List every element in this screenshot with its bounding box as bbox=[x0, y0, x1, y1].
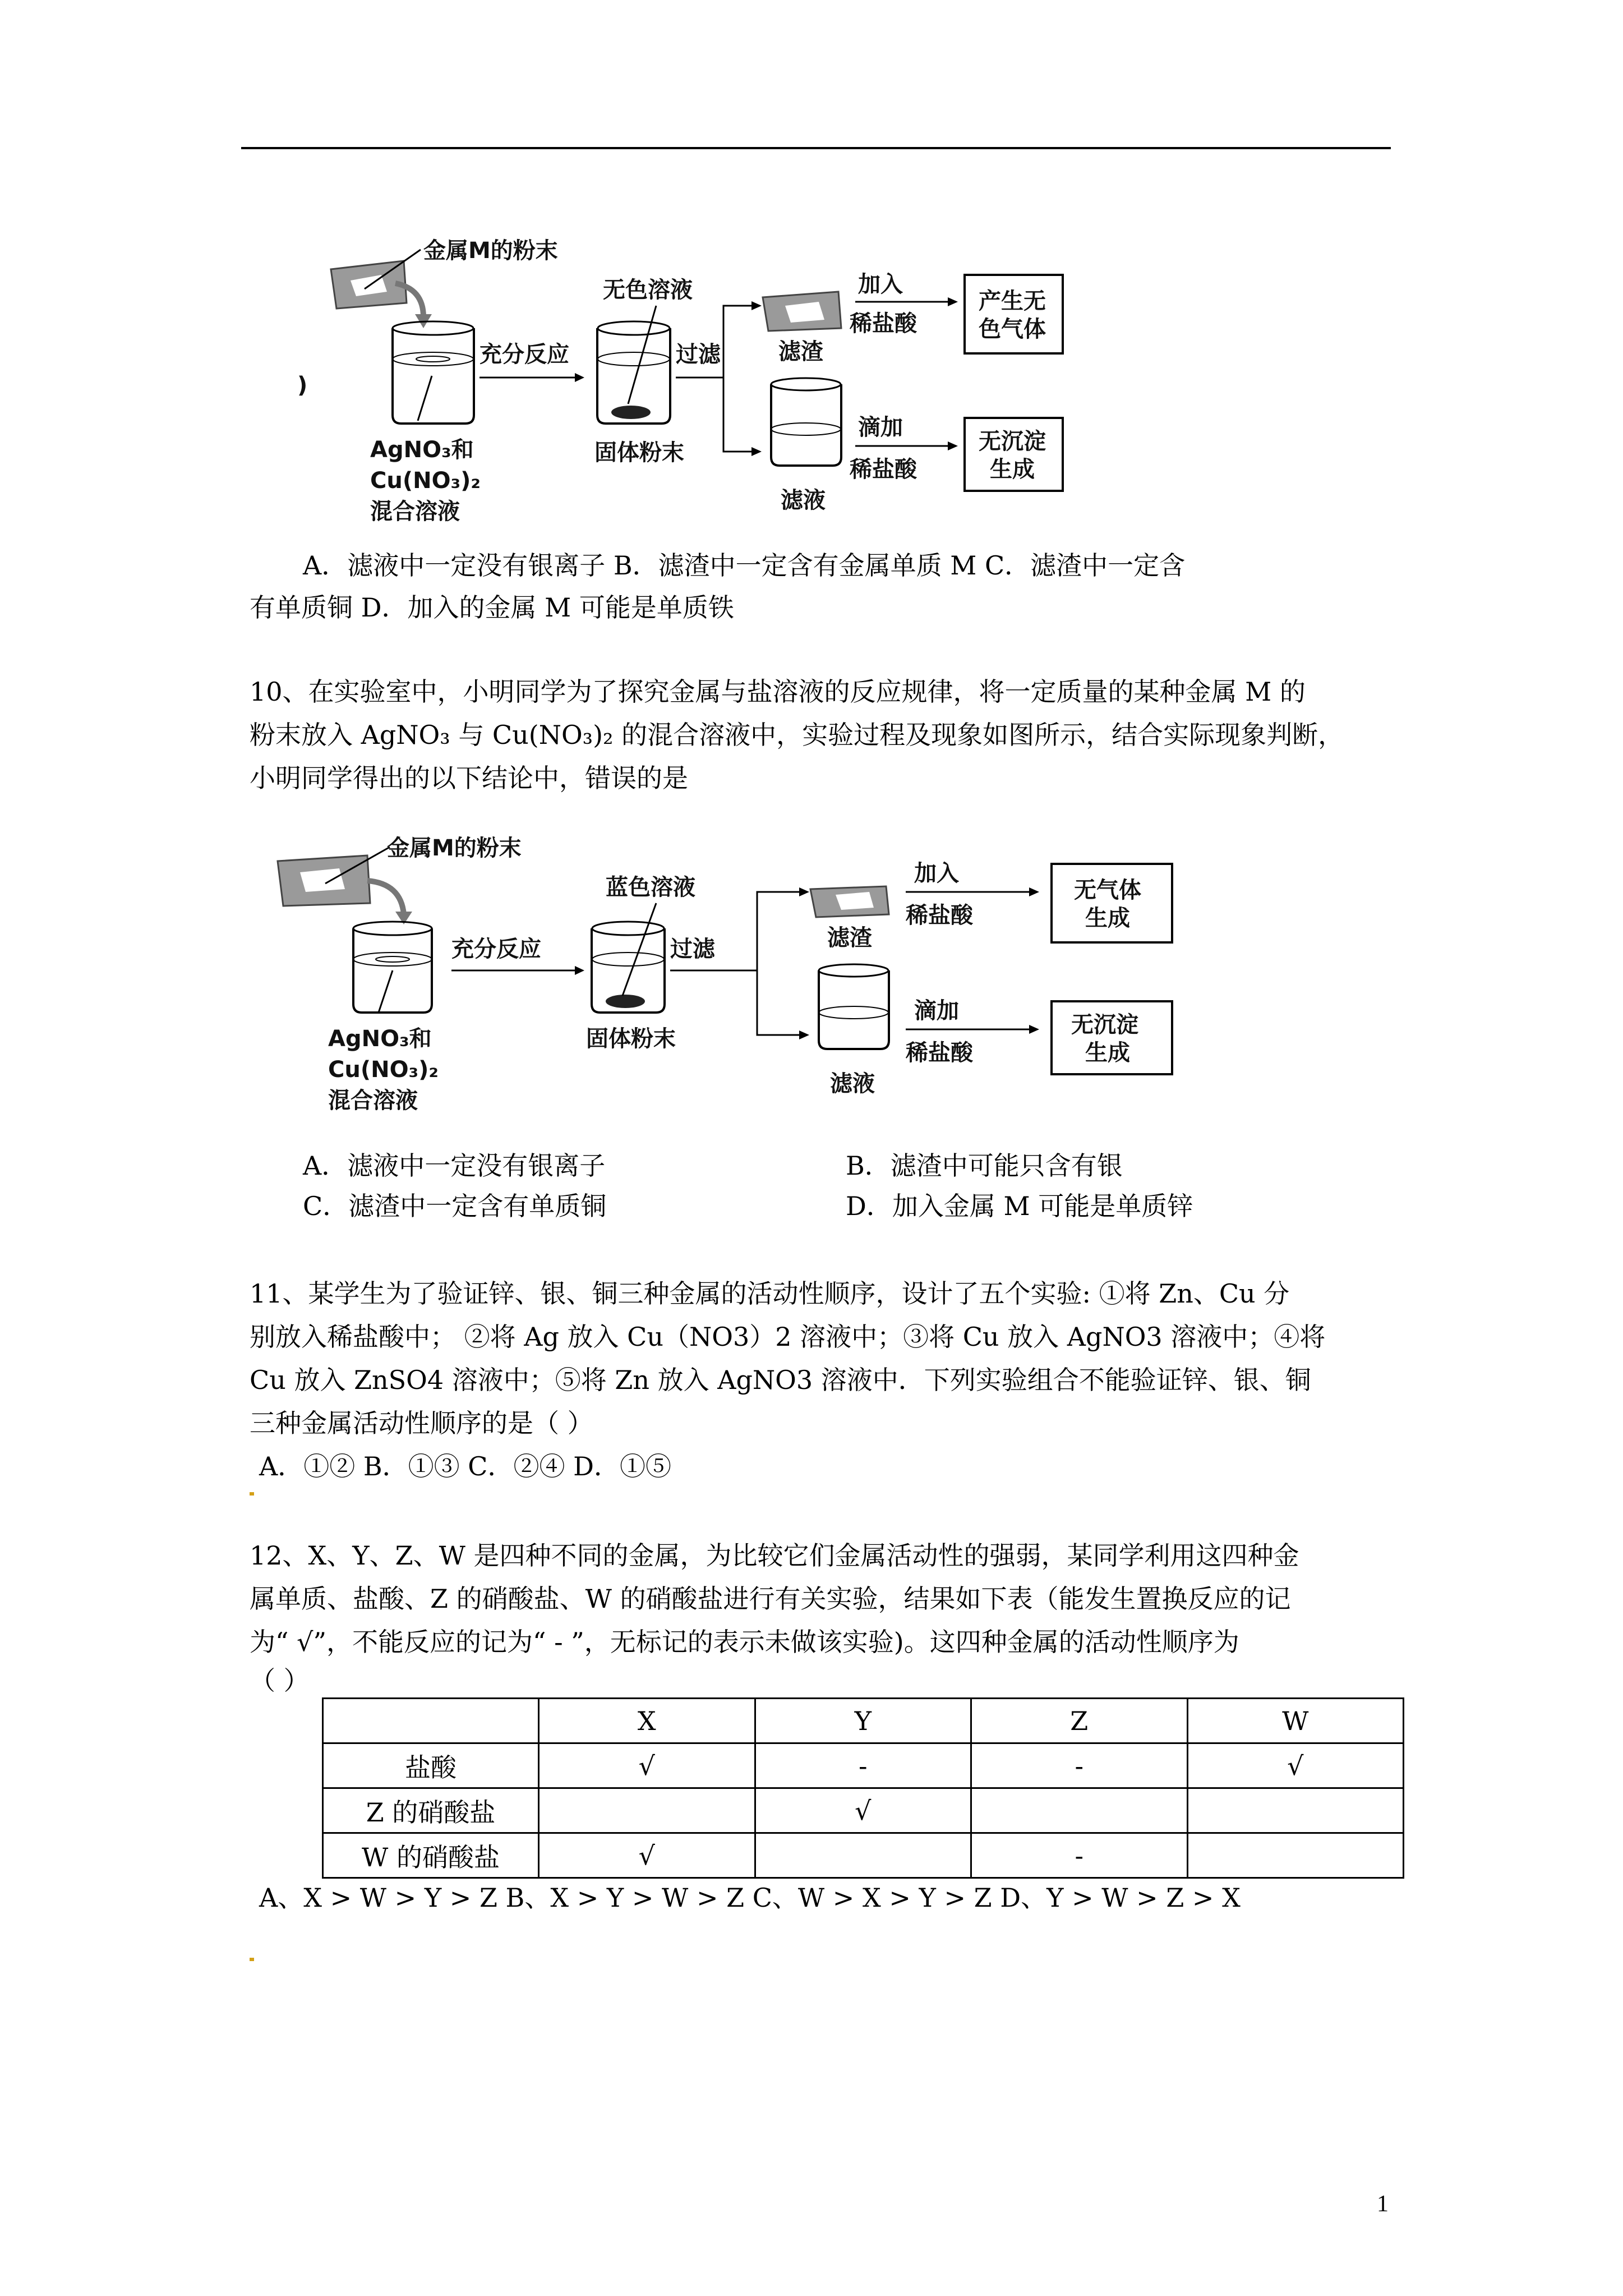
page-number: 1 bbox=[1377, 2191, 1389, 2217]
q9-solution-pointer bbox=[628, 306, 656, 404]
q10-react-arrowhead bbox=[575, 966, 584, 975]
q10-pour-arrow bbox=[367, 881, 404, 914]
q9-add-label-bottom: 稀盐酸 bbox=[850, 311, 917, 337]
q10-solid-label: 固体粉末 bbox=[586, 1026, 676, 1052]
q9-result-bottom-2: 生成 bbox=[990, 457, 1035, 482]
q9-drip-arrowhead bbox=[948, 441, 958, 450]
q10-result-top-1: 无气体 bbox=[1074, 877, 1141, 903]
q9-mix-label-2: Cu(NO₃)₂ bbox=[370, 468, 481, 494]
q11-stem-line-1: 11、某学生为了验证锌、银、铜三种金属的活动性顺序，设计了五个实验: ①将 Zn、Cu 分 bbox=[250, 1278, 1290, 1309]
q12-table bbox=[322, 1697, 1404, 1879]
q10-branch-top-arrowhead bbox=[799, 887, 809, 896]
table-header-z: Z bbox=[971, 1699, 1188, 1743]
q10-residue-label: 滤渣 bbox=[827, 925, 872, 951]
q10-diagram-svg bbox=[275, 836, 1195, 1122]
table-cell bbox=[1187, 1833, 1404, 1878]
q9-react-arrowhead bbox=[575, 373, 584, 382]
table-cell: √ bbox=[539, 1743, 755, 1788]
q10-mix-label-3: 混合溶液 bbox=[328, 1088, 418, 1114]
q9-diagram-svg bbox=[297, 236, 1122, 539]
q10-add-label-bottom: 稀盐酸 bbox=[906, 903, 973, 928]
table-row-label: W 的硝酸盐 bbox=[323, 1833, 539, 1878]
q12-results-table bbox=[322, 1697, 1404, 1871]
q10-result-top-2: 生成 bbox=[1085, 905, 1130, 931]
table-cell: √ bbox=[1187, 1743, 1404, 1788]
q10-option-a: A．滤液中一定没有银离子 bbox=[303, 1151, 606, 1181]
table-row-label: 盐酸 bbox=[323, 1743, 539, 1788]
table-cell bbox=[1187, 1788, 1404, 1833]
q10-solution-label: 蓝色溶液 bbox=[606, 875, 695, 900]
q12-options: A、X > W > Y > Z B、X > Y > W > Z C、W > X > Y > Z D、Y > W > Z > X bbox=[259, 1883, 1241, 1913]
q9-filtrate-beaker-icon bbox=[771, 378, 841, 466]
q10-powder-label: 金属M的粉末 bbox=[387, 836, 522, 861]
q9-left-mark: ) bbox=[297, 372, 308, 398]
q10-result-bottom-2: 生成 bbox=[1085, 1040, 1130, 1066]
q9-mix-label-1: AgNO₃和 bbox=[370, 437, 474, 463]
q11-options: A．①② B．①③ C．②④ D．①⑤ bbox=[259, 1451, 671, 1481]
q9-mix-label-3: 混合溶液 bbox=[370, 499, 460, 524]
q9-middle-beaker-icon bbox=[597, 321, 670, 424]
q9-filter-label: 过滤 bbox=[676, 342, 721, 367]
q10-left-beaker-icon bbox=[353, 922, 432, 1013]
q12-stem-line-3: 为“ √”，不能反应的记为“ - ”，无标记的表示未做该实验)。这四种金属的活动性顺序为 bbox=[250, 1627, 1239, 1657]
q9-drip-label-bottom: 稀盐酸 bbox=[850, 457, 917, 482]
q10-add-label-top: 加入 bbox=[914, 861, 959, 886]
q10-react-label: 充分反应 bbox=[451, 936, 541, 962]
q9-powder-label: 金属M的粉末 bbox=[423, 238, 558, 264]
table-cell: √ bbox=[755, 1788, 971, 1833]
table-cell: - bbox=[755, 1743, 971, 1788]
q9-filtrate-label: 滤液 bbox=[781, 487, 826, 513]
q9-mix-pointer bbox=[418, 376, 432, 421]
table-header-row bbox=[323, 1699, 1404, 1743]
q10-middle-beaker-icon bbox=[592, 922, 665, 1013]
q10-powder-sheet-icon bbox=[300, 868, 345, 892]
q10-branch-bracket bbox=[757, 892, 799, 1035]
q9-left-beaker-icon bbox=[393, 321, 474, 424]
q9-options-line-2: 有单质铜 D．加入的金属 M 可能是单质铁 bbox=[250, 592, 734, 623]
table-row-label: Z 的硝酸盐 bbox=[323, 1788, 539, 1833]
q9-add-arrowhead bbox=[948, 297, 958, 306]
table-cell bbox=[539, 1788, 755, 1833]
q10-drip-arrowhead bbox=[1029, 1025, 1039, 1034]
q10-add-arrowhead bbox=[1029, 887, 1039, 896]
q9-options-line-1: A．滤液中一定没有银离子 B．滤渣中一定含有金属单质 M C．滤渣中一定含 bbox=[303, 550, 1186, 581]
q10-filtrate-beaker-icon bbox=[819, 964, 889, 1049]
q9-branch-top-arrowhead bbox=[751, 301, 762, 310]
q9-solid-label: 固体粉末 bbox=[594, 440, 684, 466]
q10-filtrate-label: 滤液 bbox=[830, 1071, 875, 1097]
table-row bbox=[323, 1833, 1404, 1878]
table-row bbox=[323, 1743, 1404, 1788]
q10-mix-label-1: AgNO₃和 bbox=[328, 1026, 432, 1052]
q12-stem-line-1: 12、X、Y、Z、W 是四种不同的金属，为比较它们金属活动性的强弱，某同学利用这四种金 bbox=[250, 1540, 1299, 1571]
table-row bbox=[323, 1788, 1404, 1833]
table-cell: - bbox=[971, 1833, 1188, 1878]
q11-stem-line-4: 三种金属活动性顺序的是（ ） bbox=[250, 1408, 593, 1438]
q11-stem-line-2: 别放入稀盐酸中； ②将 Ag 放入 Cu（NO3）2 溶液中；③将 Cu 放入 AgNO3 溶液中；④将 bbox=[250, 1322, 1326, 1352]
table-cell: √ bbox=[539, 1833, 755, 1878]
q10-drip-label-bottom: 稀盐酸 bbox=[906, 1040, 973, 1066]
header-rule bbox=[241, 147, 1391, 149]
q10-stem-line-1: 10、在实验室中，小明同学为了探究金属与盐溶液的反应规律，将一定质量的某种金属 M 的 bbox=[250, 677, 1306, 707]
q10-drip-label-top: 滴加 bbox=[914, 998, 959, 1024]
q10-option-c: C．滤渣中一定含有单质铜 bbox=[303, 1191, 607, 1221]
q9-result-bottom-1: 无沉淀 bbox=[979, 429, 1046, 454]
q10-stem-line-3: 小明同学得出的以下结论中，错误的是 bbox=[250, 763, 688, 793]
q9-drip-label-top: 滴加 bbox=[858, 415, 903, 440]
q9-result-top-2: 色气体 bbox=[979, 316, 1046, 342]
table-header-y: Y bbox=[755, 1699, 971, 1743]
q9-residue-label: 滤渣 bbox=[778, 339, 823, 365]
q9-react-label: 充分反应 bbox=[479, 342, 569, 367]
q12-stem-line-2: 属单质、盐酸、Z 的硝酸盐、W 的硝酸盐进行有关实验，结果如下表（能发生置换反应的记 bbox=[250, 1584, 1291, 1614]
table-corner-cell bbox=[323, 1699, 539, 1743]
table-cell bbox=[755, 1833, 971, 1878]
q9-result-top-1: 产生无 bbox=[979, 288, 1046, 314]
q9-add-label-top: 加入 bbox=[858, 272, 903, 297]
q12-stem-line-4: （ ） bbox=[250, 1665, 310, 1696]
q10-residue-sheet-icon bbox=[836, 892, 874, 910]
q10-option-d: D．加入金属 M 可能是单质锌 bbox=[846, 1191, 1193, 1221]
table-cell: - bbox=[971, 1743, 1188, 1788]
stray-mark bbox=[250, 1958, 254, 1961]
q9-branch-bracket bbox=[723, 306, 751, 452]
q10-option-b: B．滤渣中可能只含有银 bbox=[846, 1151, 1123, 1181]
q9-experiment-diagram bbox=[297, 236, 1122, 539]
q10-experiment-diagram bbox=[275, 836, 1195, 1122]
stray-mark bbox=[250, 1492, 254, 1496]
q11-stem-line-3: Cu 放入 ZnSO4 溶液中；⑤将 Zn 放入 AgNO3 溶液中．下列实验组合不能验证锌、银、铜 bbox=[250, 1365, 1311, 1395]
table-cell bbox=[971, 1788, 1188, 1833]
q10-branch-bottom-arrowhead bbox=[799, 1030, 809, 1039]
table-header-x: X bbox=[539, 1699, 755, 1743]
table-header-w: W bbox=[1187, 1699, 1404, 1743]
q10-result-bottom-1: 无沉淀 bbox=[1071, 1012, 1138, 1038]
q10-stem-line-2: 粉末放入 AgNO₃ 与 Cu(NO₃)₂ 的混合溶液中，实验过程及现象如图所示，结合实际现象判断， bbox=[250, 720, 1344, 750]
q10-mix-pointer bbox=[379, 970, 393, 1013]
q10-mix-label-2: Cu(NO₃)₂ bbox=[328, 1057, 439, 1083]
q9-branch-bottom-arrowhead bbox=[751, 447, 762, 456]
q10-filter-label: 过滤 bbox=[670, 936, 715, 962]
q9-solution-label: 无色溶液 bbox=[603, 277, 693, 303]
q10-solution-pointer bbox=[623, 903, 656, 996]
